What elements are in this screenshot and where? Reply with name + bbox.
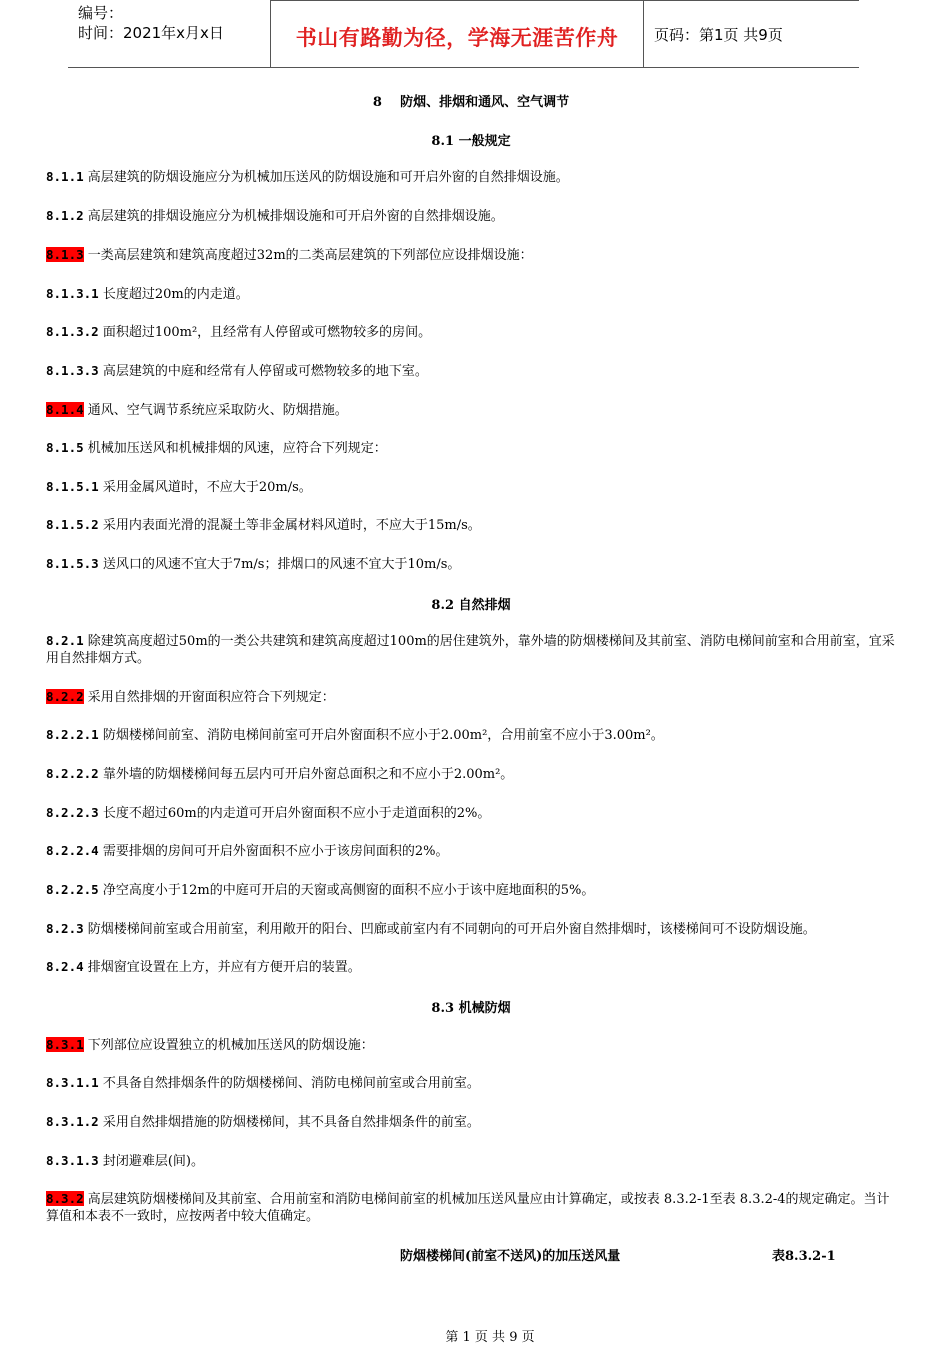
- clause-text: 面积超过100m²，且经常有人停留或可燃物较多的房间。: [102, 325, 432, 340]
- paragraph: [46, 920, 896, 938]
- paragraph: [46, 401, 896, 419]
- document-time-label: 时间：2021年x月x日: [78, 24, 224, 42]
- clause-number: 8.2.2.4: [46, 843, 99, 858]
- clause-text: 高层建筑的防烟设施应分为机械加压送风的防烟设施和可开启外窗的自然排烟设施。: [87, 170, 569, 185]
- paragraph: [46, 765, 896, 783]
- clause-text: 高层建筑的排烟设施应分为机械排烟设施和可开启外窗的自然排烟设施。: [87, 209, 504, 224]
- clause-text: 采用内表面光滑的混凝土等非金属材料风道时，不应大于15m/s。: [102, 518, 481, 533]
- clause-text: 高层建筑的中庭和经常有人停留或可燃物较多的地下室。: [102, 364, 428, 379]
- clause-text: 一类高层建筑和建筑高度超过32m的二类高层建筑的下列部位应设排烟设施：: [87, 248, 533, 263]
- paragraph: [46, 1113, 896, 1131]
- clause-text: 采用自然排烟的开窗面积应符合下列规定：: [87, 690, 335, 705]
- paragraph: [46, 1036, 896, 1054]
- clause-number-highlighted: 8.1.3: [46, 247, 84, 262]
- paragraph: [46, 285, 896, 303]
- clause-number: 8.1.5: [46, 440, 84, 455]
- chapter-title: 8 防烟、排烟和通风、空气调节: [372, 95, 570, 110]
- paragraph: [46, 439, 896, 457]
- paragraph: [46, 632, 896, 667]
- clause-number: 8.2.2.1: [46, 727, 99, 742]
- clause-number: 8.3.1.1: [46, 1075, 99, 1090]
- clause-number-highlighted: 8.3.1: [46, 1037, 84, 1052]
- paragraph: [46, 555, 896, 573]
- clause-text: 防烟楼梯间前室或合用前室，利用敞开的阳台、凹廊或前室内有不同朝向的可开启外窗自然排烟时，该楼梯间可不设防烟设施。: [87, 922, 816, 937]
- clause-text: 长度不超过60m的内走道可开启外窗面积不应小于走道面积的2%。: [102, 806, 491, 821]
- paragraph: [46, 516, 896, 534]
- table-caption: 防烟楼梯间(前室不送风)的加压送风量: [400, 1249, 621, 1264]
- clause-text: 需要排烟的房间可开启外窗面积不应小于该房间面积的2%。: [102, 844, 449, 859]
- paragraph: [46, 168, 896, 186]
- clause-number: 8.1.5.1: [46, 479, 99, 494]
- paragraph: [46, 246, 896, 264]
- section-title-8-1: 8.1 一般规定: [431, 134, 511, 149]
- clause-text: 机械加压送风和机械排烟的风速，应符合下列规定：: [87, 441, 387, 456]
- header-meta: [68, 0, 270, 68]
- clause-number: 8.2.2.5: [46, 882, 99, 897]
- clause-text: 封闭避难层(间)。: [102, 1154, 204, 1169]
- clause-number: 8.2.3: [46, 921, 84, 936]
- clause-number: 8.1.5.3: [46, 556, 99, 571]
- clause-number-highlighted: 8.3.2: [46, 1191, 84, 1206]
- clause-number-highlighted: 8.1.4: [46, 402, 84, 417]
- clause-text: 靠外墙的防烟楼梯间每五层内可开启外窗总面积之和不应小于2.00m²。: [102, 767, 514, 782]
- paragraph: [46, 1074, 896, 1092]
- clause-number: 8.1.1: [46, 169, 84, 184]
- clause-text: 通风、空气调节系统应采取防火、防烟措施。: [87, 403, 348, 418]
- header-motto: 书山有路勤为径，学海无涯苦作舟: [295, 26, 619, 50]
- clause-text: 采用自然排烟措施的防烟楼梯间，其不具备自然排烟条件的前室。: [102, 1115, 480, 1130]
- clause-number: 8.1.3.3: [46, 363, 99, 378]
- document-number-label: 编号：: [78, 4, 124, 22]
- clause-text: 长度超过20m的内走道。: [102, 287, 249, 302]
- paragraph: [46, 842, 896, 860]
- clause-number: 8.1.3.1: [46, 286, 99, 301]
- clause-number: 8.3.1.2: [46, 1114, 99, 1129]
- page-header: [68, 0, 859, 68]
- clause-text: 排烟窗宜设置在上方，并应有方便开启的装置。: [87, 960, 361, 975]
- clause-number: 8.2.4: [46, 959, 84, 974]
- clause-text: 净空高度小于12m的中庭可开启的天窗或高侧窗的面积不应小于该中庭地面积的5%。: [102, 883, 595, 898]
- header-motto-cell: [270, 0, 644, 68]
- paragraph: [46, 958, 896, 976]
- table-reference: 表8.3.2-1: [772, 1249, 836, 1264]
- clause-text: 高层建筑防烟楼梯间及其前室、合用前室和消防电梯间前室的机械加压送风量应由计算确定，或按表 8.3.2-1至表 8.3.2-4的规定确定。当计算值和本表不一致时，应按两者中较大值确定。: [46, 1192, 890, 1224]
- paragraph: [46, 362, 896, 380]
- paragraph: [46, 478, 896, 496]
- clause-number: 8.1.5.2: [46, 517, 99, 532]
- clause-number-highlighted: 8.2.2: [46, 689, 84, 704]
- clause-text: 下列部位应设置独立的机械加压送风的防烟设施：: [87, 1038, 374, 1053]
- paragraph: [46, 726, 896, 744]
- clause-text: 采用金属风道时，不应大于20m/s。: [102, 480, 312, 495]
- clause-number: 8.2.2.3: [46, 805, 99, 820]
- clause-number: 8.2.2.2: [46, 766, 99, 781]
- paragraph: [46, 1152, 896, 1170]
- header-page-number: 页码：第1页 共9页: [654, 26, 783, 44]
- paragraph: [46, 207, 896, 225]
- clause-number: 8.1.3.2: [46, 324, 99, 339]
- clause-text: 不具备自然排烟条件的防烟楼梯间、消防电梯间前室或合用前室。: [102, 1076, 480, 1091]
- clause-number: 8.2.1: [46, 633, 84, 648]
- section-title-8-2: 8.2 自然排烟: [431, 598, 511, 613]
- section-title-8-3: 8.3 机械防烟: [431, 1001, 511, 1016]
- paragraph: [46, 323, 896, 341]
- paragraph: [46, 804, 896, 822]
- clause-number: 8.3.1.3: [46, 1153, 99, 1168]
- paragraph: [46, 688, 896, 706]
- clause-text: 送风口的风速不宜大于7m/s；排烟口的风速不宜大于10m/s。: [102, 557, 461, 572]
- clause-text: 除建筑高度超过50m的一类公共建筑和建筑高度超过100m的居住建筑外，靠外墙的防烟楼梯间及其前室、消防电梯间前室和合用前室，宜采用自然排烟方式。: [46, 634, 895, 666]
- clause-number: 8.1.2: [46, 208, 84, 223]
- paragraph: [46, 1190, 896, 1225]
- paragraph: [46, 881, 896, 899]
- page-footer: 第 1 页 共 9 页: [445, 1330, 535, 1345]
- clause-text: 防烟楼梯间前室、消防电梯间前室可开启外窗面积不应小于2.00m²，合用前室不应小于3.00m²。: [102, 728, 664, 743]
